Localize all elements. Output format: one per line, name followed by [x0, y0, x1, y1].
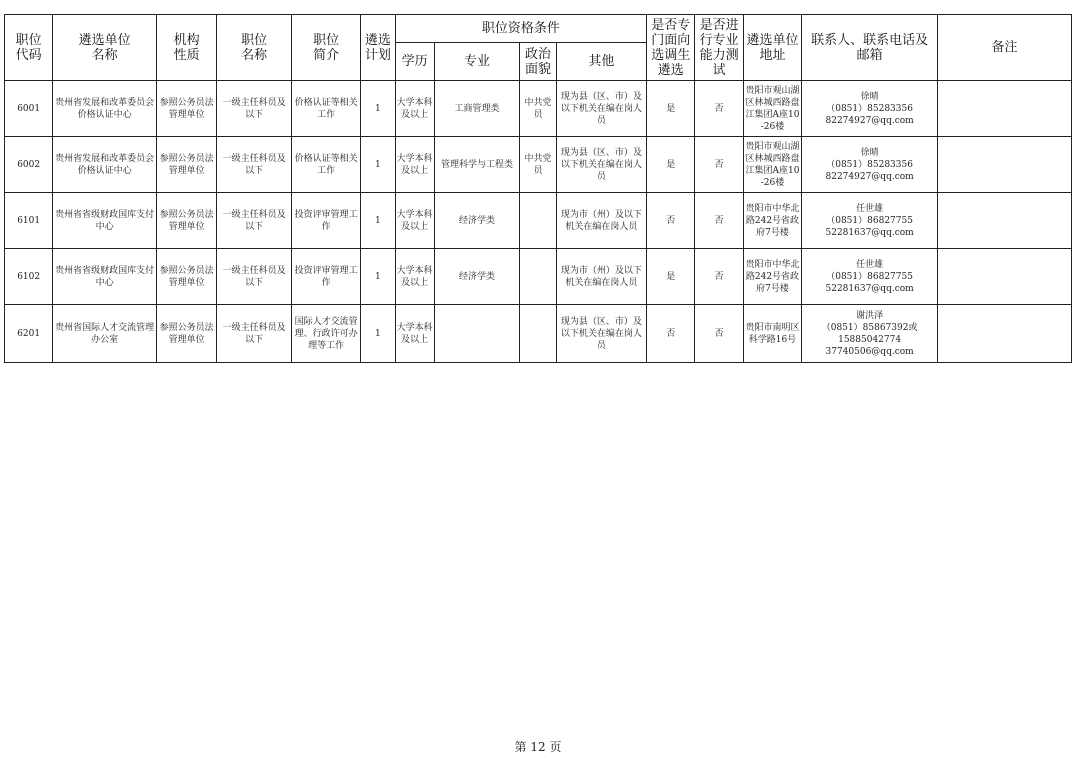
header-major-label: 专业: [464, 54, 491, 69]
cell-other: 现为县（区、市）及以下机关在编在岗人员: [556, 305, 647, 363]
header-position: [217, 15, 291, 81]
cell-intro: 价格认证等相关工作: [291, 81, 360, 137]
cell-plan: 1: [361, 81, 395, 137]
cell-remarks: [938, 249, 1072, 305]
cell-major: [434, 305, 520, 363]
header-qualifications-label: 职位资格条件: [481, 21, 560, 36]
cell-education: 大学本科及以上: [395, 193, 434, 249]
header-intro: [291, 15, 360, 81]
cell-education: 大学本科及以上: [395, 137, 434, 193]
cell-position: 一级主任科员及以下: [217, 81, 291, 137]
cell-plan: 1: [361, 137, 395, 193]
page-number: 第 12 页: [514, 740, 562, 754]
header-directed: [647, 15, 695, 81]
header-plan-label: 遴选 计划: [364, 32, 391, 63]
header-remarks-label: 备注: [991, 40, 1018, 55]
cell-contact: 任世雄 （0851）86827755 52281637@qq.com: [802, 249, 938, 305]
cell-intro: 投资评审管理工作: [291, 193, 360, 249]
cell-education: 大学本科及以上: [395, 305, 434, 363]
cell-education: 大学本科及以上: [395, 249, 434, 305]
cell-plan: 1: [361, 193, 395, 249]
header-education: [395, 43, 434, 81]
cell-other: 现为市（州）及以下机关在编在岗人员: [556, 249, 647, 305]
cell-major: 经济学类: [434, 193, 520, 249]
cell-contact: 谢洪泽 （0851）85867392或 15885042774 37740506@qq.com: [802, 305, 938, 363]
cell-political: [520, 193, 556, 249]
cell-code: 6001: [5, 81, 53, 137]
cell-major: 工商管理类: [434, 81, 520, 137]
cell-test: 否: [695, 305, 743, 363]
cell-remarks: [938, 193, 1072, 249]
cell-unit: 贵州省国际人才交流管理办公室: [53, 305, 157, 363]
cell-nature: 参照公务员法管理单位: [156, 137, 216, 193]
header-directed-label: 是否专 门面向 选调生 遴选: [651, 17, 691, 78]
cell-nature: 参照公务员法管理单位: [156, 81, 216, 137]
cell-plan: 1: [361, 305, 395, 363]
cell-remarks: [938, 305, 1072, 363]
cell-position: 一级主任科员及以下: [217, 137, 291, 193]
cell-directed: 否: [647, 305, 695, 363]
cell-intro: 投资评审管理工作: [291, 249, 360, 305]
cell-political: [520, 305, 556, 363]
header-contact: [802, 15, 938, 81]
header-intro-label: 职位 简介: [313, 32, 340, 63]
cell-contact: 徐晴 （0851）85283356 82274927@qq.com: [802, 81, 938, 137]
cell-unit: 贵州省发展和改革委员会价格认证中心: [53, 81, 157, 137]
cell-nature: 参照公务员法管理单位: [156, 305, 216, 363]
cell-position: 一级主任科员及以下: [217, 193, 291, 249]
cell-code: 6102: [5, 249, 53, 305]
cell-intro: 价格认证等相关工作: [291, 137, 360, 193]
header-address: [743, 15, 801, 81]
header-test: [695, 15, 743, 81]
cell-address: 贵阳市观山湖区林城西路盘江集团A座10-26楼: [743, 137, 801, 193]
cell-nature: 参照公务员法管理单位: [156, 249, 216, 305]
cell-directed: 否: [647, 193, 695, 249]
table-body: [5, 81, 1072, 363]
table-row: [5, 305, 1072, 363]
table-row: [5, 137, 1072, 193]
cell-test: 否: [695, 193, 743, 249]
header-test-label: 是否进 行专业 能力测 试: [699, 17, 739, 78]
cell-position: 一级主任科员及以下: [217, 305, 291, 363]
cell-education: 大学本科及以上: [395, 81, 434, 137]
header-unit: [53, 15, 157, 81]
cell-address: 贵阳市南明区科学路16号: [743, 305, 801, 363]
cell-major: 经济学类: [434, 249, 520, 305]
cell-intro: 国际人才交流管理、行政许可办理等工作: [291, 305, 360, 363]
cell-political: 中共党员: [520, 81, 556, 137]
cell-test: 否: [695, 249, 743, 305]
cell-nature: 参照公务员法管理单位: [156, 193, 216, 249]
cell-test: 否: [695, 137, 743, 193]
header-other-label: 其他: [588, 54, 615, 69]
cell-directed: 是: [647, 249, 695, 305]
position-table: [4, 14, 1072, 363]
cell-contact: 任世雄 （0851）86827755 52281637@qq.com: [802, 193, 938, 249]
cell-test: 否: [695, 81, 743, 137]
cell-major: 管理科学与工程类: [434, 137, 520, 193]
header-address-label: 遴选单位 地址: [746, 32, 799, 63]
header-political-label: 政治 面貌: [524, 46, 551, 77]
cell-remarks: [938, 137, 1072, 193]
table-row: [5, 193, 1072, 249]
header-major: [434, 43, 520, 81]
cell-unit: 贵州省省级财政国库支付中心: [53, 193, 157, 249]
table-row: [5, 81, 1072, 137]
cell-other: 现为县（区、市）及以下机关在编在岗人员: [556, 81, 647, 137]
header-position-label: 职位 名称: [241, 32, 268, 63]
cell-code: 6201: [5, 305, 53, 363]
cell-address: 贵阳市中华北路242号省政府7号楼: [743, 193, 801, 249]
cell-directed: 是: [647, 137, 695, 193]
header-code-label: 职位 代码: [15, 32, 42, 63]
cell-contact: 徐晴 （0851）85283356 82274927@qq.com: [802, 137, 938, 193]
cell-remarks: [938, 81, 1072, 137]
cell-address: 贵阳市观山湖区林城西路盘江集团A座10-26楼: [743, 81, 801, 137]
cell-other: 现为县（区、市）及以下机关在编在岗人员: [556, 137, 647, 193]
cell-address: 贵阳市中华北路242号省政府7号楼: [743, 249, 801, 305]
table-header: [5, 15, 1072, 81]
cell-unit: 贵州省省级财政国库支付中心: [53, 249, 157, 305]
cell-political: [520, 249, 556, 305]
header-unit-label: 遴选单位 名称: [78, 32, 131, 63]
header-contact-label: 联系人、联系电话及 邮箱: [811, 32, 929, 63]
header-code: [5, 15, 53, 81]
cell-code: 6002: [5, 137, 53, 193]
header-education-label: 学历: [401, 54, 428, 69]
cell-code: 6101: [5, 193, 53, 249]
cell-political: 中共党员: [520, 137, 556, 193]
table-row: [5, 249, 1072, 305]
header-other: [556, 43, 647, 81]
cell-directed: 是: [647, 81, 695, 137]
header-plan: [361, 15, 395, 81]
header-nature-label: 机构 性质: [173, 32, 200, 63]
header-nature: [156, 15, 216, 81]
header-remarks: [938, 15, 1072, 81]
cell-other: 现为市（州）及以下机关在编在岗人员: [556, 193, 647, 249]
cell-unit: 贵州省发展和改革委员会价格认证中心: [53, 137, 157, 193]
header-qualifications: [395, 15, 647, 43]
header-political: [520, 43, 556, 81]
cell-position: 一级主任科员及以下: [217, 249, 291, 305]
cell-plan: 1: [361, 249, 395, 305]
